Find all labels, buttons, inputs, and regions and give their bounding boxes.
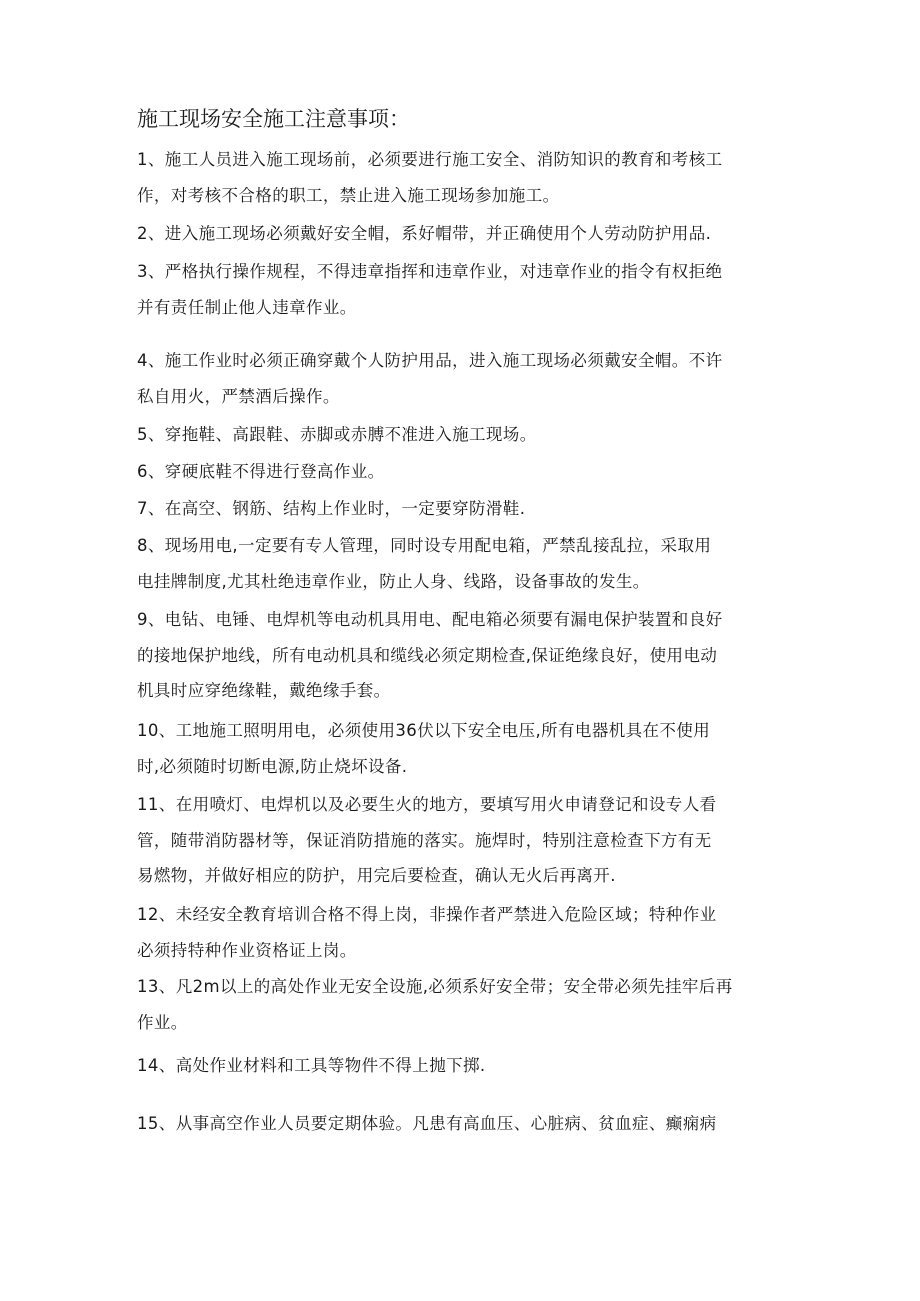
rule-line: 作业。 bbox=[137, 1012, 188, 1032]
rule-item-1 bbox=[137, 142, 797, 213]
rule-line: 并有责任制止他人违章作业。 bbox=[137, 297, 357, 317]
rule-item-15 bbox=[137, 1106, 797, 1142]
rule-line: 14、高处作业材料和工具等物件不得上抛下掷. bbox=[137, 1056, 486, 1075]
rule-item-8 bbox=[137, 528, 797, 599]
rule-line: 4、施工作业时必须正确穿戴个人防护用品，进入施工现场必须戴安全帽。不许 bbox=[137, 351, 723, 370]
rule-line: 12、未经安全教育培训合格不得上岗，非操作者严禁进入危险区域；特种作业 bbox=[137, 905, 717, 924]
rule-item-6 bbox=[137, 454, 797, 490]
rule-line: 的接地保护地线，所有电动机具和缆线必须定期检查,保证绝缘良好，使用电动 bbox=[137, 645, 718, 665]
rule-line: 5、穿拖鞋、高跟鞋、赤脚或赤膊不准进入施工现场。 bbox=[137, 425, 537, 444]
rule-line: 7、在高空、钢筋、结构上作业时，一定要穿防滑鞋. bbox=[137, 499, 526, 518]
rule-item-5 bbox=[137, 417, 797, 453]
rule-item-2 bbox=[137, 216, 797, 252]
rule-item-3 bbox=[137, 254, 797, 325]
rule-line: 9、电钻、电锤、电焊机等电动机具用电、配电箱必须要有漏电保护装置和良好 bbox=[137, 610, 723, 629]
rule-line: 机具时应穿绝缘鞋，戴绝缘手套。 bbox=[137, 681, 391, 700]
rule-line: 易燃物，并做好相应的防护，用完后要检查，确认无火后再离开. bbox=[137, 866, 616, 885]
rule-line: 电挂牌制度,尤其杜绝违章作业，防止人身、线路，设备事故的发生。 bbox=[137, 571, 650, 591]
rule-line: 管，随带消防器材等，保证消防措施的落实。施焊时，特别注意检查下方有无 bbox=[137, 830, 712, 850]
rule-line: 13、凡2m以上的高处作业无安全设施,必须系好安全带；安全带必须先挂牢后再 bbox=[137, 977, 733, 996]
rule-item-4 bbox=[137, 343, 797, 414]
document-title: 施工现场安全施工注意事项： bbox=[137, 107, 410, 131]
rule-line: 必须持特种作业资格证上岗。 bbox=[137, 940, 357, 960]
rule-line: 作，对考核不合格的职工，禁止进入施工现场参加施工。 bbox=[137, 185, 560, 205]
rule-item-7 bbox=[137, 491, 797, 527]
rule-line: 3、严格执行操作规程，不得违章指挥和违章作业，对违章作业的指令有权拒绝 bbox=[137, 262, 723, 281]
rule-line: 1、施工人员进入施工现场前，必须要进行施工安全、消防知识的教育和考核工 bbox=[137, 150, 723, 169]
rule-line: 11、在用喷灯、电焊机以及必要生火的地方，要填写用火申请登记和设专人看 bbox=[137, 795, 717, 814]
rule-item-11 bbox=[137, 787, 797, 894]
rule-line: 2、进入施工现场必须戴好安全帽，系好帽带，并正确使用个人劳动防护用品. bbox=[137, 224, 712, 243]
rule-line: 10、工地施工照明用电，必须使用36伏以下安全电压,所有电器机具在不使用 bbox=[137, 721, 711, 740]
rule-item-9 bbox=[137, 602, 797, 709]
rule-item-14 bbox=[137, 1048, 797, 1084]
rule-item-12 bbox=[137, 897, 797, 968]
rule-item-10 bbox=[137, 713, 797, 784]
rule-line: 时,必须随时切断电源,防止烧坏设备. bbox=[137, 756, 408, 776]
rule-item-13 bbox=[137, 969, 797, 1040]
rule-line: 15、从事高空作业人员要定期体验。凡患有高血压、心脏病、贫血症、癫痫病 bbox=[137, 1114, 717, 1133]
rule-line: 8、现场用电,一定要有专人管理，同时设专用配电箱，严禁乱接乱拉，采取用 bbox=[137, 536, 712, 555]
rule-line: 6、穿硬底鞋不得进行登高作业。 bbox=[137, 462, 385, 481]
rule-line: 私自用火，严禁酒后操作。 bbox=[137, 386, 340, 406]
